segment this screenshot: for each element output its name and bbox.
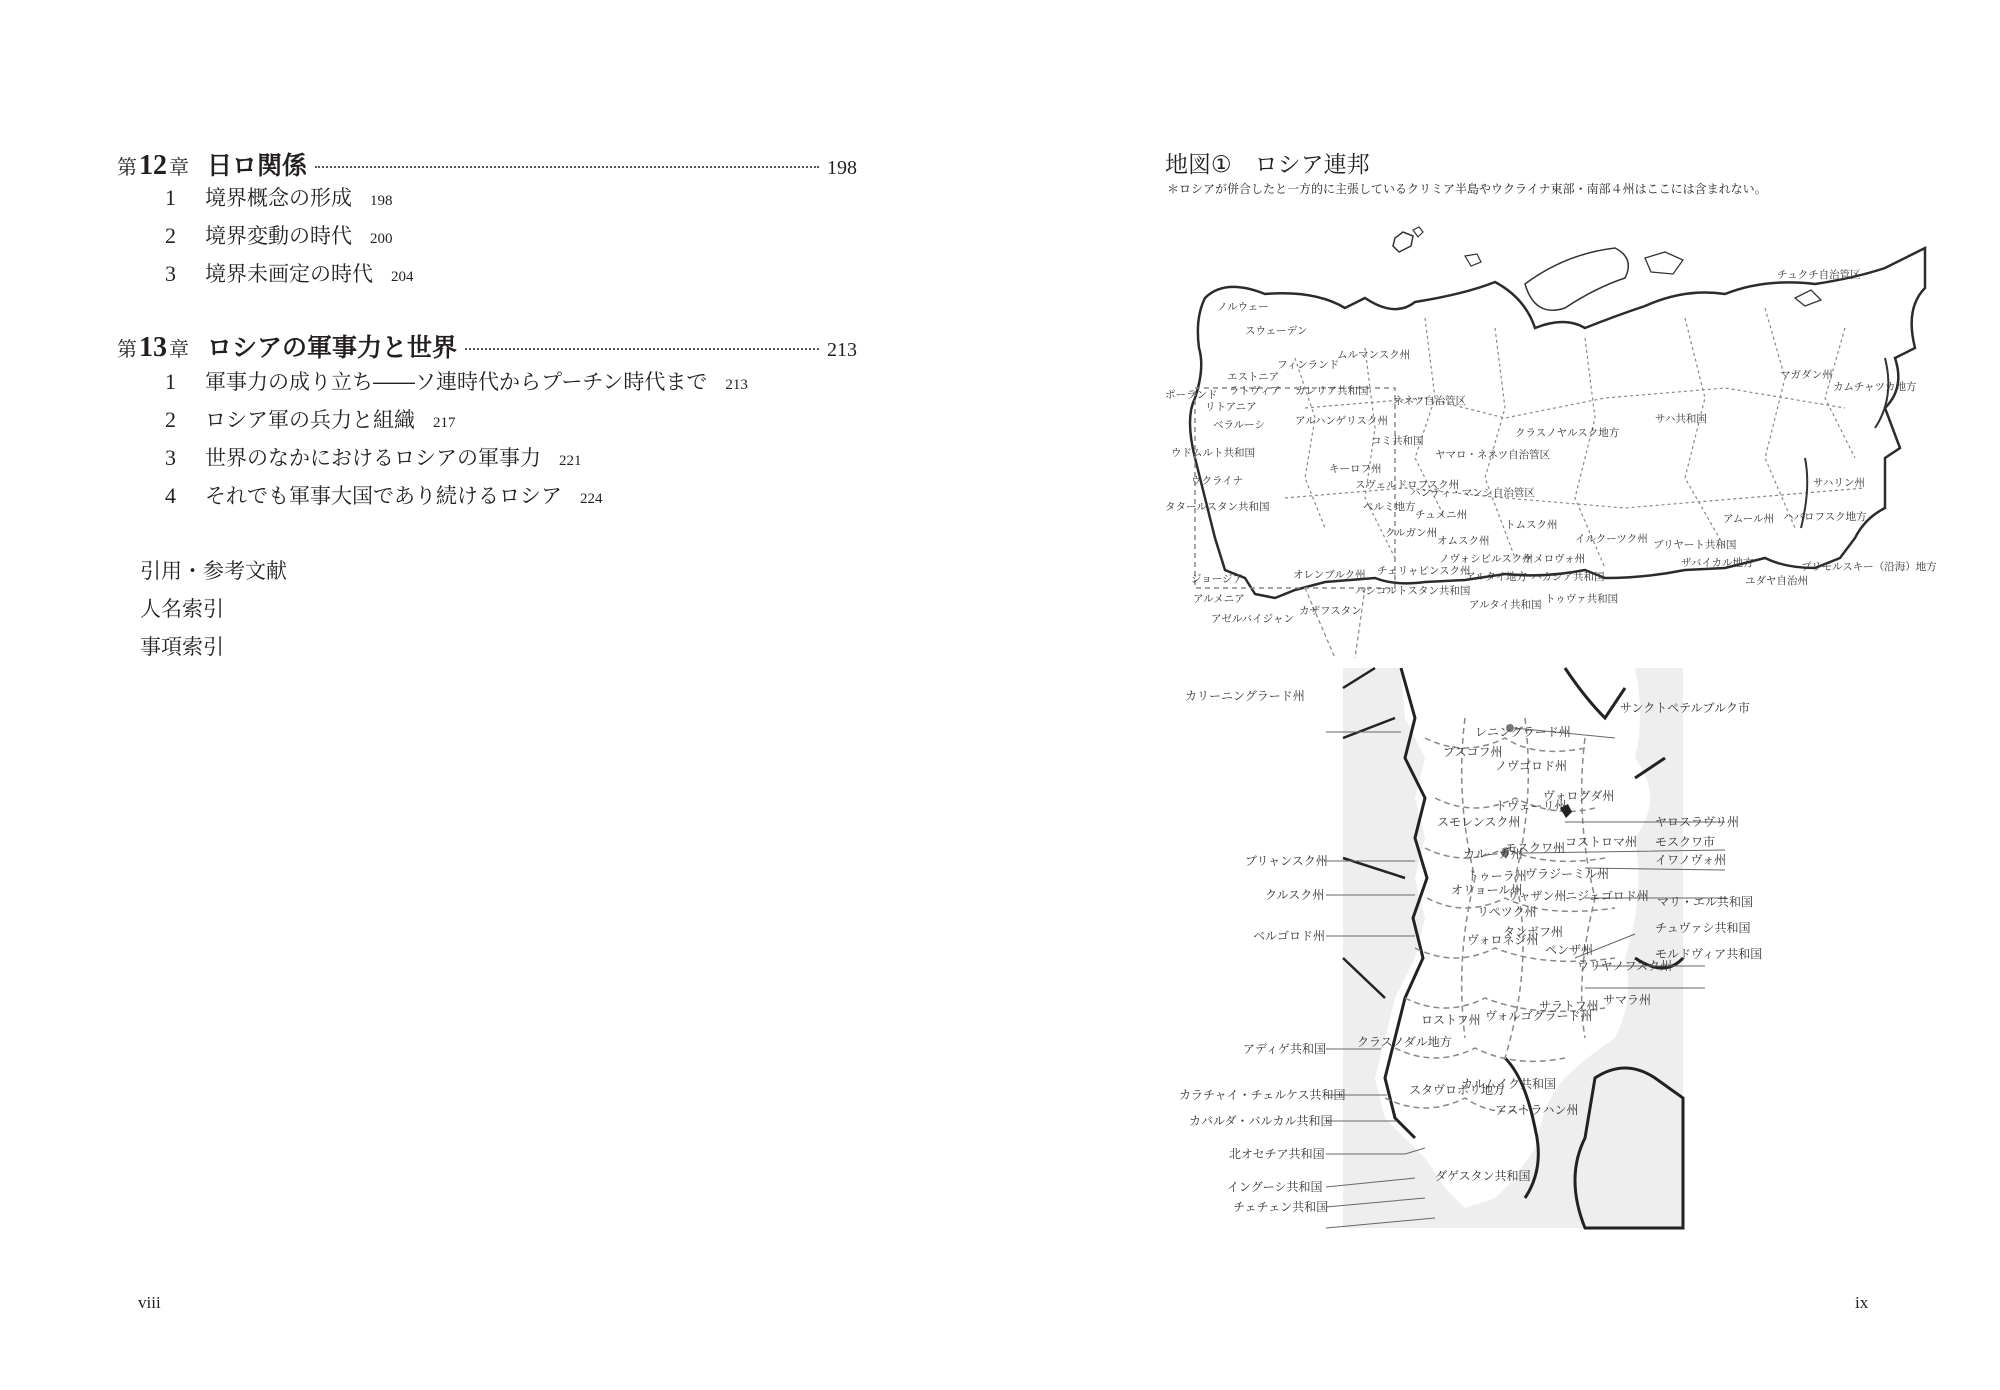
detail-label-kostroma: コストロマ州 [1565,835,1638,849]
toc-name-index[interactable]: 人名索引 [140,597,224,621]
map-label-lithuania: リトアニア [1205,401,1257,413]
chapter-number: 12 [139,150,167,181]
dot-leader [465,348,819,350]
map-label-irkutsk: イルクーツク州 [1575,533,1648,545]
dot-leader [315,166,819,168]
map-label-yamalo: ヤマロ・ネネツ自治管区 [1435,449,1551,461]
detail-label-ingushetia: イングーシ共和国 [1227,1180,1323,1194]
map-label-kemerovo: ケメロヴォ州 [1523,553,1586,565]
detail-label-volgograd: ヴォルゴグラード州 [1485,1009,1593,1023]
map-label-poland: ポーランド [1165,389,1218,401]
detail-label-penza: ペンザ州 [1545,943,1594,957]
map-label-chukotka: チュクチ自治管区 [1777,269,1861,281]
section-title: 境界未画定の時代 [205,262,373,286]
detail-label-stavropol: スタヴロポリ地方 [1409,1083,1506,1097]
map-label-bashkortostan: バシコルトスタン共和国 [1355,585,1471,597]
map-label-kazakhstan: カザフスタン [1299,605,1362,617]
section-page: 204 [391,269,414,285]
detail-label-krasnodar: クラスノダル地方 [1357,1035,1452,1049]
detail-label-novgorod: ノヴゴロド州 [1495,759,1568,773]
map-label-sverdlovsk: スヴェルドロフスク州 [1355,479,1460,491]
detail-label-ulyanovsk: ウリヤノフスク州 [1577,959,1673,973]
detail-label-lipetsk: リペツク州 [1477,905,1537,919]
detail-label-smolensk: スモレンスク州 [1437,815,1521,829]
map-label-khanty: ハンティ・マンシ自治管区 [1410,487,1535,499]
map-label-georgia: ジョージア [1191,573,1244,585]
toc-chapter-13[interactable] [117,328,857,364]
map-label-novosibirsk: ノヴォシビルスク州 [1439,553,1533,565]
map-label-altai-rep: アルタイ共和国 [1469,599,1542,611]
section-number: 1 [165,185,176,210]
detail-label-mari: マリ・エル共和国 [1657,895,1754,909]
map-label-udmurt: ウドムルト共和国 [1171,447,1255,459]
detail-label-kaliningrad: カリーニングラード州 [1185,689,1305,703]
map-label-tyumen: チュメニ州 [1415,509,1468,521]
section-title: ロシア軍の兵力と組織 [205,408,415,432]
detail-label-chuvash: チュヴァシ共和国 [1655,921,1751,935]
map-label-azerbaijan: アゼルバイジャン [1211,613,1294,625]
toc-subject-index[interactable]: 事項索引 [140,635,224,659]
chapter-prefix: 第 [117,337,137,361]
map-label-tatarstan: タタールスタン共和国 [1165,501,1270,513]
map-title: 地図① ロシア連邦 [1165,152,1370,178]
chapter-prefix: 第 [117,155,137,179]
map-label-armenia: アルメニア [1193,593,1245,605]
chapter-number: 13 [139,332,167,363]
map-label-arkhangelsk: アルハンゲリスク州 [1295,415,1388,427]
detail-label-bryansk: ブリャンスク州 [1245,854,1328,868]
map-label-altai-krai: アルタイ地方 [1465,571,1527,583]
detail-label-vologda: ヴォログダ州 [1543,789,1615,803]
section-page: 224 [580,491,603,507]
map-label-zabaykalsky: ザバイカル地方 [1681,557,1754,569]
map-label-amur: アムール州 [1723,513,1775,525]
toc-section[interactable] [165,404,456,434]
chapter-page: 198 [827,157,857,179]
detail-label-ivanovo: イワノヴォ州 [1655,853,1727,867]
section-page: 217 [433,415,456,431]
detail-label-mordovia: モルドヴィア共和国 [1655,947,1763,961]
detail-label-dagestan: ダゲスタン共和国 [1435,1169,1531,1183]
map-label-kamchatka: カムチャツカ地方 [1833,381,1917,393]
map-label-ukraine: ウクライナ [1191,475,1244,487]
detail-label-moscow-oblast: モスクワ州 [1505,841,1566,855]
section-title: 軍事力の成り立ち――ソ連時代からプーチン時代まで [205,370,708,394]
section-number: 1 [165,369,176,394]
map-label-omsk: オムスク州 [1437,535,1490,547]
section-title: 境界変動の時代 [205,224,352,248]
map-label-latvia: ラトヴィア [1229,385,1281,397]
section-number: 3 [165,445,176,470]
map-label-khakassia: ハカシア共和国 [1531,571,1605,583]
chapter-suffix: 章 [169,155,189,179]
toc-references[interactable]: 引用・参考文献 [140,559,287,583]
map-label-belarus: ベラルーシ [1213,419,1265,431]
map-label-kirov: キーロフ州 [1329,463,1382,475]
map-label-khabarovsk: ハバロフスク地方 [1783,511,1867,523]
map-label-tuva: トゥヴァ共和国 [1545,593,1619,605]
map-label-chelyabinsk: チェリャビンスク州 [1377,565,1471,577]
chapter-title: 日ロ関係 [207,151,308,180]
detail-label-yaroslavl: ヤロスラヴリ州 [1655,815,1740,829]
detail-label-vladimir: ヴラジーミル州 [1525,867,1610,881]
detail-label-samara: サマラ州 [1603,993,1652,1007]
page-number-right: ix [1855,1293,1869,1312]
detail-label-north-ossetia: 北オセチア共和国 [1229,1147,1325,1161]
detail-label-rostov: ロストフ州 [1421,1013,1481,1027]
section-number: 2 [165,407,176,432]
map-label-tomsk: トムスク州 [1505,519,1558,531]
right-page [1000,0,2000,1390]
map-label-magadan: マガダン州 [1780,369,1833,381]
chapter-title: ロシアの軍事力と世界 [207,333,458,362]
map-label-krasnoyarsk: クラスノヤルスク地方 [1515,427,1620,439]
toc-section[interactable] [165,480,603,510]
section-page: 221 [559,453,582,469]
detail-label-chechnya: チェチェン共和国 [1233,1200,1329,1214]
detail-label-tula: トゥーラ州 [1467,869,1527,883]
section-number: 4 [165,483,176,508]
detail-label-oryol: オリョール州 [1451,883,1523,897]
map-label-kurgan: クルガン州 [1385,527,1438,539]
map-label-finland: フィンランド [1277,359,1340,371]
section-title: 境界概念の形成 [205,186,352,210]
detail-label-tver: トヴェーリ州 [1495,799,1567,813]
detail-label-kaluga: カルーガ州 [1463,847,1523,861]
detail-label-tambov: タンボフ州 [1503,925,1564,939]
map-label-murmansk: ムルマンスク州 [1337,349,1411,361]
map-label-komi: コミ共和国 [1371,435,1424,447]
detail-label-belgorod: ベルゴロド州 [1253,929,1326,943]
section-number: 3 [165,261,176,286]
toc-section[interactable] [165,182,393,212]
toc-section[interactable] [165,366,748,396]
detail-label-nizhny: ニジェゴロド州 [1565,889,1649,903]
detail-label-saratov: サラトフ州 [1539,999,1599,1013]
chapter-page: 213 [827,339,857,361]
map-label-perm: ペルミ地方 [1363,501,1416,513]
map-label-sweden: スウェーデン [1245,325,1308,337]
chapter-suffix: 章 [169,337,189,361]
detail-label-moscow-city: モスクワ市 [1655,835,1716,849]
map-note: ＊ロシアが併合したと一方的に主張しているクリミア半島やウクライナ東部・南部４州はここには含まれない。 [1167,182,1767,196]
map-label-karelia: カレリア共和国 [1295,385,1369,397]
toc-section[interactable] [165,442,582,472]
section-page: 213 [725,377,748,393]
map-label-nenets: ネネツ自治管区 [1393,395,1467,407]
overview-map [1165,227,1937,658]
map-label-buryatia: ブリヤート共和国 [1653,539,1737,551]
detail-label-leningrad: レニングラード州 [1475,725,1571,739]
map-label-jewish: ユダヤ自治州 [1745,575,1808,587]
map-label-primorsky: プリモルスキー（沿海）地方 [1801,561,1937,573]
section-page: 198 [370,193,393,209]
map-label-norway: ノルウェー [1217,301,1269,313]
detail-label-karachay: カラチャイ・チェルケス共和国 [1179,1088,1346,1102]
section-title: 世界のなかにおけるロシアの軍事力 [205,446,541,470]
toc-section[interactable] [165,258,414,288]
detail-label-kabardino: カバルダ・バルカル共和国 [1189,1114,1333,1128]
detail-label-ryazan: リャザン州 [1507,889,1567,903]
section-number: 2 [165,223,176,248]
toc-chapter-12[interactable] [117,146,857,182]
section-title: それでも軍事大国であり続けるロシア [205,484,562,508]
map-label-sakhalin: サハリン州 [1813,477,1865,489]
detail-label-kalmykia: カルムイク共和国 [1461,1077,1557,1091]
page-number-left: viii [138,1293,161,1312]
detail-label-stpetersburg: サンクトペテルブルク市 [1620,701,1750,715]
russia-map [1165,198,1937,1228]
map-label-sakha: サハ共和国 [1655,413,1707,425]
detail-label-pskov: プスコフ州 [1443,745,1503,759]
detail-label-adygea: アディゲ共和国 [1243,1042,1327,1056]
detail-label-kursk: クルスク州 [1265,888,1325,902]
detail-label-astrakhan: アストラハン州 [1495,1103,1579,1117]
toc-section[interactable] [165,220,393,250]
detail-map [1179,668,1762,1228]
map-label-estonia: エストニア [1227,371,1280,383]
map-label-orenburg: オレンブルク州 [1293,569,1366,581]
detail-label-voronezh: ヴォロネジ州 [1467,933,1539,947]
section-page: 200 [370,231,393,247]
